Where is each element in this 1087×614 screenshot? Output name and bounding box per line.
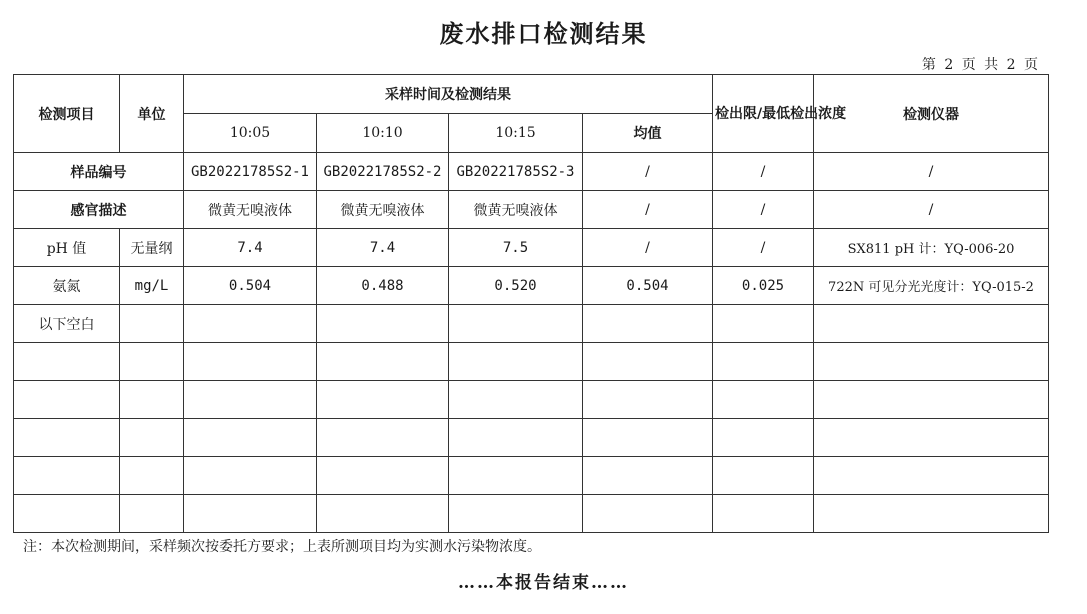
empty-row [14, 343, 1049, 381]
row-unit: 无量纲 [120, 229, 184, 267]
header-row-1 [14, 75, 1049, 114]
cell-value: 7.4 [184, 229, 317, 267]
empty-row [14, 457, 1049, 495]
table-row [14, 229, 1049, 267]
cell-value: GB20221785S2-1 [184, 153, 317, 191]
header-time-2: 10:10 [317, 114, 449, 153]
empty-row [14, 419, 1049, 457]
cell-value: 微黄无嗅液体 [317, 191, 449, 229]
footnote: 注：本次检测期间，采样频次按委托方要求；上表所测项目均为实测水污染物浓度。 [23, 539, 541, 555]
table-row [14, 153, 1049, 191]
cell-instrument: 722N 可见分光光度计：YQ-015-2 [814, 267, 1049, 305]
empty-row [14, 381, 1049, 419]
cell-limit: / [713, 229, 814, 267]
page-number: 第 2 页 共 2 页 [921, 57, 1038, 73]
cell-instrument: SX811 pH 计：YQ-006-20 [814, 229, 1049, 267]
row-unit: mg/L [120, 267, 184, 305]
header-instrument: 检测仪器 [814, 75, 1049, 153]
header-time-3: 10:15 [449, 114, 583, 153]
row-item: 样品编号 [14, 153, 184, 191]
blank-label: 以下空白 [14, 305, 120, 343]
cell-value: 7.5 [449, 229, 583, 267]
row-item: 氨氮 [14, 267, 120, 305]
row-item: pH 值 [14, 229, 120, 267]
table-row [14, 305, 1049, 343]
empty-row [14, 495, 1049, 533]
cell-value: 0.520 [449, 267, 583, 305]
report-title: 废水排口检测结果 [439, 19, 648, 48]
header-average: 均值 [583, 114, 713, 153]
header-limit: 检出限/最低检出浓度 [713, 75, 814, 153]
row-item: 感官描述 [14, 191, 184, 229]
cell-average: / [583, 153, 713, 191]
cell-limit: / [713, 153, 814, 191]
cell-value: 微黄无嗅液体 [449, 191, 583, 229]
table-row [14, 191, 1049, 229]
table-row [14, 267, 1049, 305]
cell-limit: / [713, 191, 814, 229]
report-end-text: ……本报告结束…… [458, 573, 629, 593]
header-sampling-group: 采样时间及检测结果 [184, 75, 713, 114]
cell-instrument: / [814, 191, 1049, 229]
cell-value: 7.4 [317, 229, 449, 267]
cell-average: 0.504 [583, 267, 713, 305]
header-item: 检测项目 [14, 75, 120, 153]
cell-instrument: / [814, 153, 1049, 191]
header-time-1: 10:05 [184, 114, 317, 153]
cell-limit: 0.025 [713, 267, 814, 305]
cell-value: 0.504 [184, 267, 317, 305]
cell-value: 微黄无嗅液体 [184, 191, 317, 229]
cell-value: GB20221785S2-3 [449, 153, 583, 191]
cell-average: / [583, 229, 713, 267]
header-unit: 单位 [120, 75, 184, 153]
results-table [13, 74, 1049, 533]
cell-value: 0.488 [317, 267, 449, 305]
cell-average: / [583, 191, 713, 229]
cell-value: GB20221785S2-2 [317, 153, 449, 191]
